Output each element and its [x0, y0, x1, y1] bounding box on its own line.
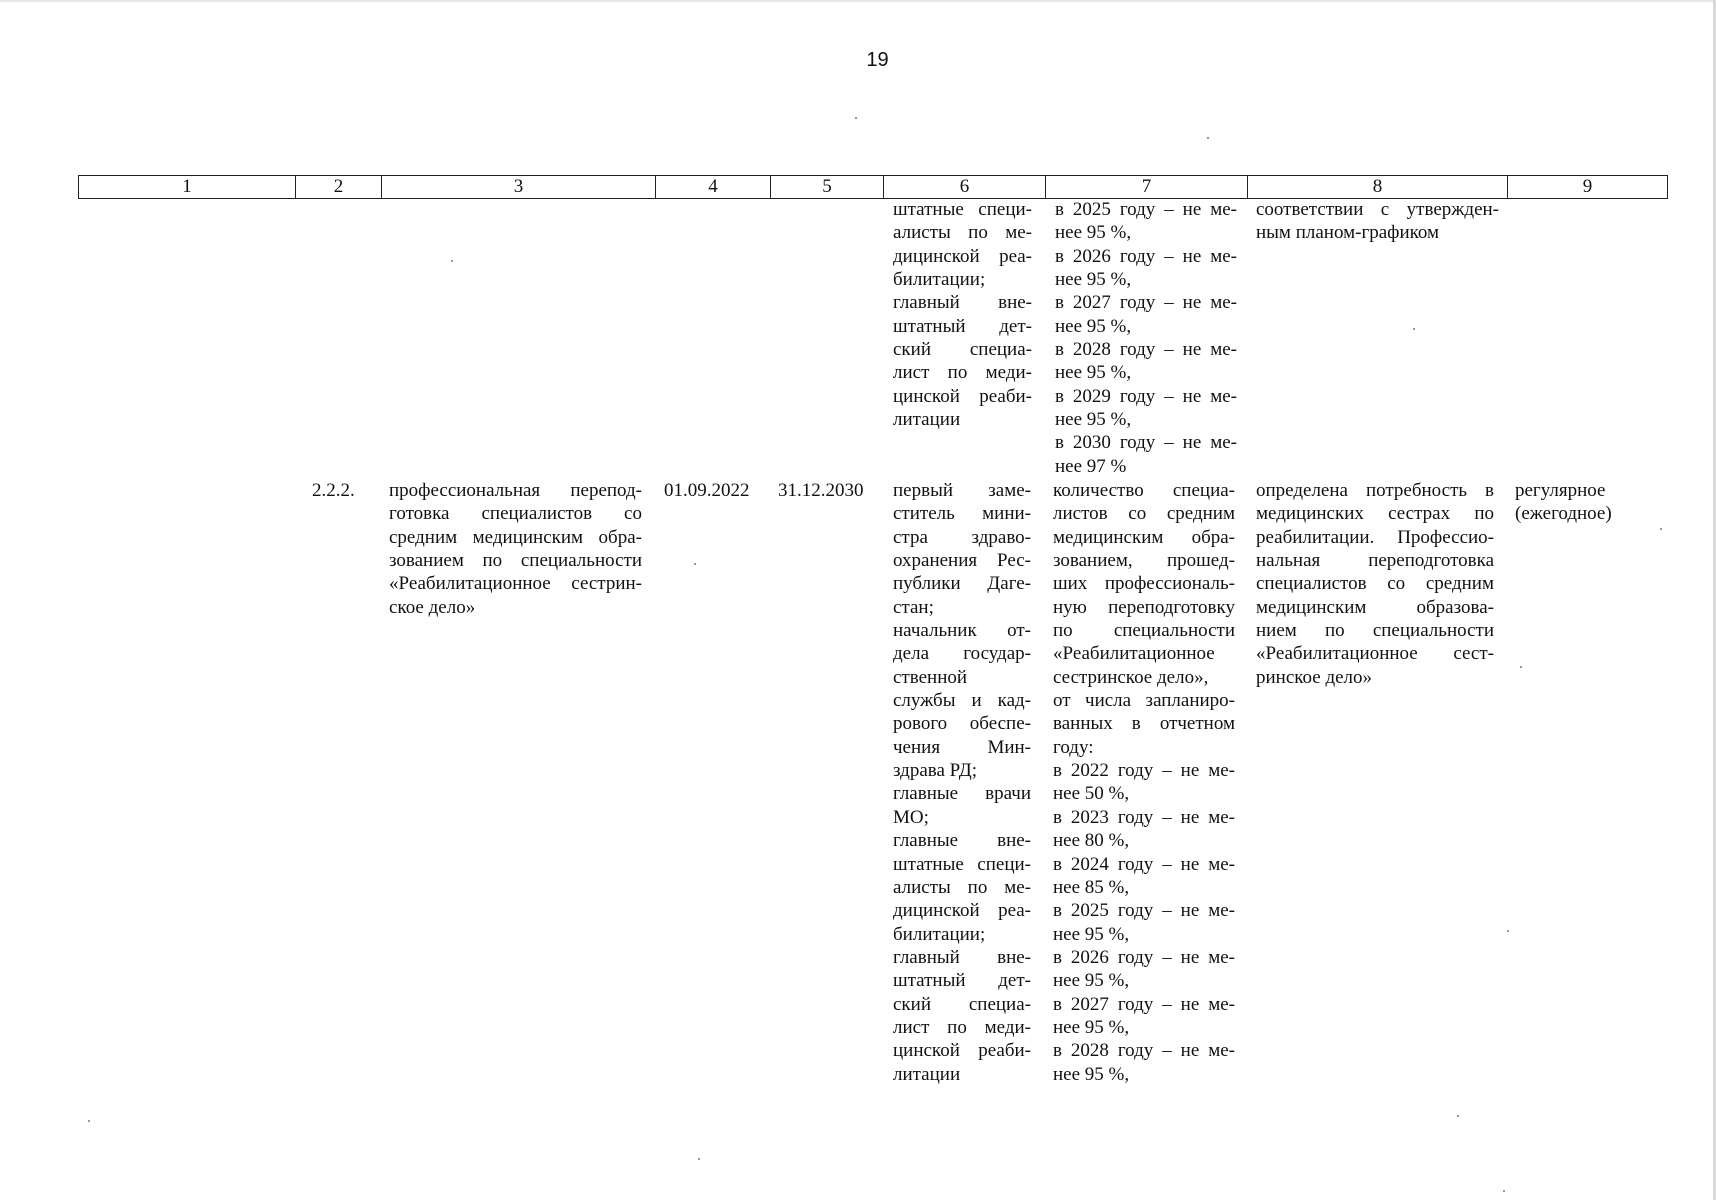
page-number: 19 — [866, 49, 889, 71]
expected-result — [1256, 479, 1494, 689]
text-line: литации — [893, 409, 961, 431]
text-line: в 2027 году – не ме- — [1055, 292, 1237, 314]
text-line: в 2024 году – не ме- — [1053, 853, 1235, 875]
text-line: МО; — [893, 806, 929, 828]
start-date: 01.09.2022 — [664, 480, 750, 501]
text-line: главный вне- — [893, 292, 1032, 314]
text-line: средним медицинским обра- — [389, 526, 642, 548]
text-line: нием по специальности — [1256, 620, 1494, 642]
scan-speck — [855, 117, 857, 119]
text-line: ших профессиональ- — [1053, 573, 1235, 595]
text-line: ститель мини- — [893, 503, 1031, 525]
scan-speck — [1520, 666, 1522, 668]
text-line: нее 95 %, — [1055, 409, 1132, 431]
scan-edge-top — [0, 0, 1716, 2]
scan-speck — [1503, 1190, 1505, 1192]
text-line: штатные специ- — [893, 199, 1032, 220]
text-line: стан; — [893, 596, 934, 618]
text-line: ственной — [893, 666, 968, 688]
responsible-persons — [893, 479, 1031, 1086]
text-line: нее 95 %, — [1055, 362, 1132, 384]
text-line: ринское дело» — [1256, 666, 1373, 688]
target-indicator — [1053, 479, 1235, 1086]
text-line: билитации; — [893, 269, 986, 291]
text-line: главные вне- — [893, 830, 1031, 852]
text-line: нее 95 %, — [1053, 1063, 1130, 1085]
text-line: дела государ- — [893, 643, 1031, 665]
table-header-row — [78, 175, 1668, 199]
text-line: (ежегодное) — [1515, 503, 1612, 525]
text-line: дицинской реа- — [893, 900, 1031, 922]
text-line: в 2025 году – не ме- — [1053, 900, 1235, 922]
activity-name — [389, 479, 642, 619]
text-line: главный вне- — [893, 946, 1031, 968]
scan-speck — [694, 563, 696, 565]
text-line: алисты по ме- — [893, 222, 1032, 244]
text-line: нее 95 %, — [1055, 222, 1132, 244]
text-line: в 2026 году – не ме- — [1053, 946, 1235, 968]
text-line: профессиональная перепод- — [389, 480, 642, 501]
text-line: службы и кад- — [893, 690, 1031, 712]
text-line: в 2026 году – не ме- — [1055, 245, 1237, 267]
scan-speck — [1507, 930, 1509, 932]
text-line: штатные специ- — [893, 853, 1031, 875]
text-line: количество специа- — [1053, 480, 1235, 501]
header-col-6: 6 — [884, 176, 1046, 198]
scan-speck — [88, 1120, 90, 1122]
text-line: от числа запланиро- — [1053, 690, 1235, 712]
text-line: по специальности — [1053, 620, 1235, 642]
scan-speck — [1207, 137, 1209, 139]
text-line: дицинской реа- — [893, 245, 1032, 267]
header-col-4: 4 — [656, 176, 771, 198]
text-line: году: — [1053, 736, 1094, 758]
text-line: нее 50 %, — [1053, 783, 1130, 805]
text-line: медицинским обра- — [1053, 526, 1235, 548]
text-line: «Реабилитационное сестрин- — [389, 573, 642, 595]
text-line: чения Мин- — [893, 736, 1031, 758]
scan-speck — [698, 1158, 700, 1160]
text-line: литации — [893, 1063, 961, 1085]
text-line: в 2028 году – не ме- — [1055, 339, 1237, 361]
end-date: 31.12.2030 — [778, 480, 864, 501]
scan-speck — [1413, 328, 1415, 330]
text-line: алисты по ме- — [893, 876, 1031, 898]
text-line: первый заме- — [893, 480, 1031, 501]
header-col-8: 8 — [1248, 176, 1508, 198]
text-line: в 2023 году – не ме- — [1053, 806, 1235, 828]
text-line: реабилитации. Професcио- — [1256, 526, 1494, 548]
header-col-5: 5 — [771, 176, 884, 198]
frequency — [1515, 479, 1635, 526]
text-line: рового обеспе- — [893, 713, 1031, 735]
row-number: 2.2.2. — [312, 480, 355, 501]
text-line: ское дело» — [389, 596, 476, 618]
header-col-9: 9 — [1582, 176, 1593, 197]
text-line: ванных в отчетном — [1053, 713, 1235, 735]
text-line: в 2025 году – не ме- — [1055, 199, 1237, 220]
scan-speck — [451, 260, 453, 262]
text-line: цинской реаби- — [893, 1040, 1031, 1062]
text-line: штатный дет- — [893, 970, 1031, 992]
text-line: сестринское дело», — [1053, 666, 1209, 688]
text-line: цинской реаби- — [893, 385, 1032, 407]
text-line: медицинских сестрах по — [1256, 503, 1494, 525]
text-line: начальник от- — [893, 620, 1031, 642]
text-line: «Реабилитационное — [1053, 643, 1215, 665]
text-line: листов со средним — [1053, 503, 1235, 525]
scan-speck — [1457, 1115, 1459, 1117]
text-line: нее 95 %, — [1053, 970, 1130, 992]
text-line: нее 95 %, — [1055, 269, 1132, 291]
text-line: публики Даге- — [893, 573, 1031, 595]
continuation-responsible — [893, 198, 1032, 431]
text-line: лист по меди- — [893, 362, 1032, 384]
text-line: специалистов со средним — [1256, 573, 1494, 595]
text-line: стра здраво- — [893, 526, 1031, 548]
text-line: медицинским образова- — [1256, 596, 1494, 618]
text-line: соответствии с утвержден- — [1256, 199, 1499, 220]
scan-speck — [1660, 528, 1662, 530]
text-line: зованием по специальности — [389, 550, 642, 572]
text-line: ский специа- — [893, 339, 1032, 361]
text-line: штатный дет- — [893, 315, 1032, 337]
text-line: готовка специалистов со — [389, 503, 642, 525]
text-line: ным планом-графиком — [1256, 222, 1440, 244]
text-line: нее 95 %, — [1053, 1016, 1130, 1038]
text-line: нальная переподготовка — [1256, 550, 1494, 572]
continuation-indicator — [1055, 198, 1237, 478]
text-line: в 2022 году – не ме- — [1053, 760, 1235, 782]
text-line: определена потребность в — [1256, 480, 1494, 501]
header-col-7: 7 — [1046, 176, 1248, 198]
text-line: билитации; — [893, 923, 986, 945]
text-line: нее 85 %, — [1053, 876, 1130, 898]
text-line: зованием, прошед- — [1053, 550, 1235, 572]
text-line: в 2030 году – не ме- — [1055, 432, 1237, 454]
text-line: главные врачи — [893, 783, 1031, 805]
header-col-3: 3 — [382, 176, 656, 198]
header-col-2: 2 — [296, 176, 382, 198]
text-line: охранения Рес- — [893, 550, 1031, 572]
header-col-1: 1 — [79, 176, 296, 198]
text-line: нее 97 % — [1055, 455, 1127, 477]
text-line: ский специа- — [893, 993, 1031, 1015]
text-line: «Реабилитационное сест- — [1256, 643, 1494, 665]
text-line: регулярное — [1515, 480, 1606, 501]
text-line: ную переподготовку — [1053, 596, 1235, 618]
text-line: нее 95 %, — [1055, 315, 1132, 337]
continuation-result — [1256, 198, 1499, 245]
text-line: нее 95 %, — [1053, 923, 1130, 945]
text-line: здрава РД; — [893, 760, 978, 782]
text-line: лист по меди- — [893, 1016, 1031, 1038]
text-line: в 2029 году – не ме- — [1055, 385, 1237, 407]
text-line: нее 80 %, — [1053, 830, 1130, 852]
text-line: в 2028 году – не ме- — [1053, 1040, 1235, 1062]
text-line: в 2027 году – не ме- — [1053, 993, 1235, 1015]
